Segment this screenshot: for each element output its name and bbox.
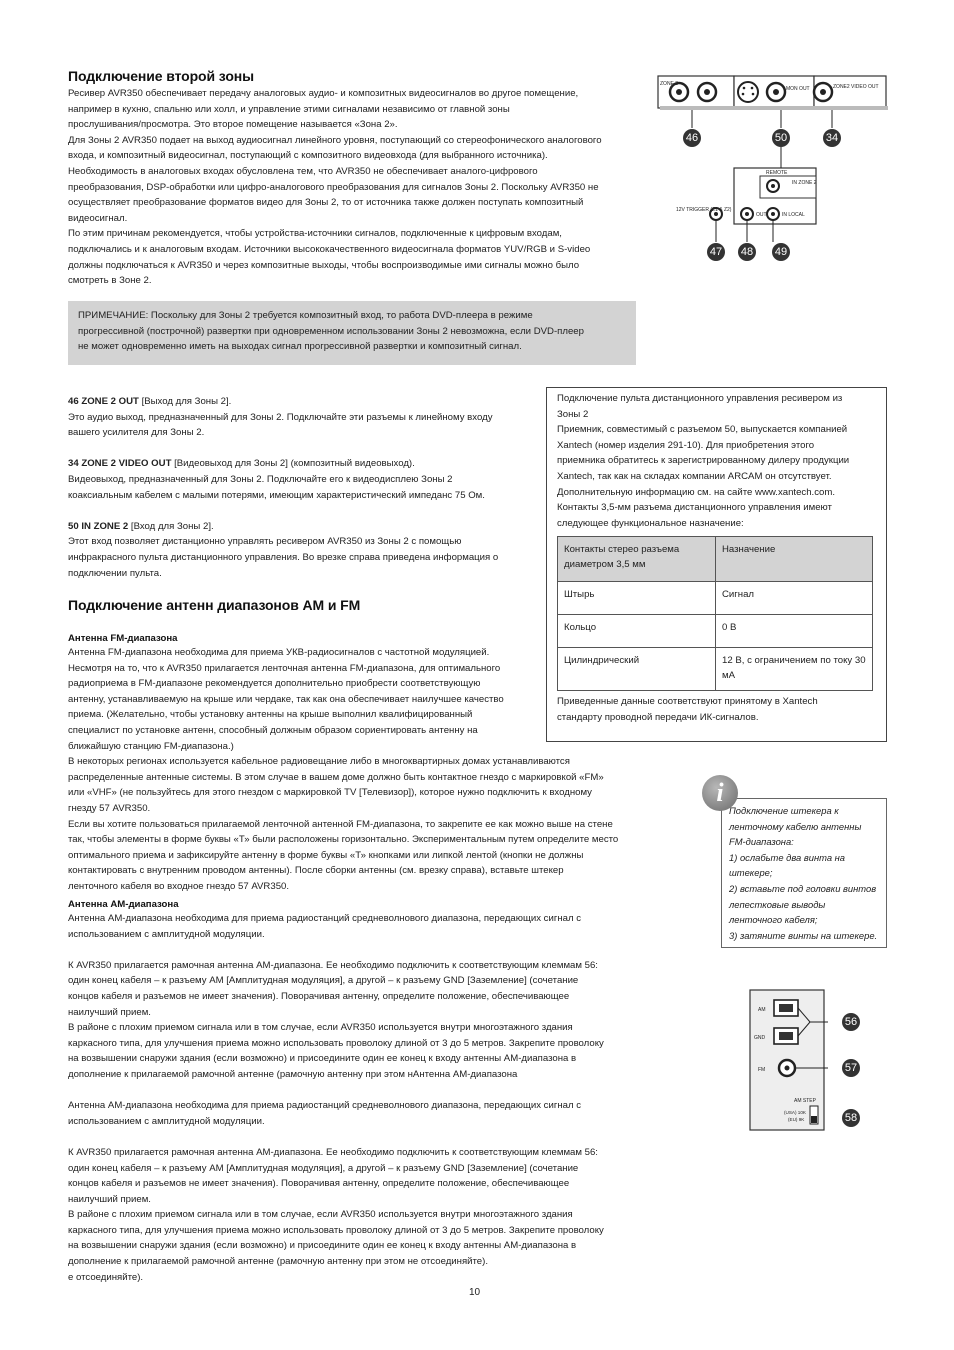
label-trigger: 12V TRIGGER (Z1 & Z2) [676, 207, 732, 213]
text-line: В районе с плохим приемом сигнала или в том случае, если AVR350 используется внутри многоэтажного здания [68, 1022, 573, 1034]
label-zone2: ZONE 2 [660, 81, 679, 87]
text-line: подключались и к аналоговым входам. Источники высококачественного видеосигнала форматов YUV/RGB и S-video [68, 243, 591, 255]
tip-line: штекере; [729, 867, 773, 879]
sidebox-line: приемника обратитесь к зарегистрированному дилеру продукции [557, 455, 850, 467]
tip-line: 1) ослабьте два винта на [729, 851, 846, 863]
item-line: коаксиальным кабелем с малыми потерями, имеющим характеристический импеданс 75 Ом. [68, 489, 485, 501]
text-line: Антенна FM-диапазона необходима для приема УКВ-радиосигналов с частотной модуляцией. [68, 647, 490, 658]
item-heading [68, 456, 498, 472]
text-line: специалист по установке антенн, способный должным образом сориентировать антенну на [68, 724, 478, 736]
sidebox-line: Приведенные данные соответствуют принятому в Xantech [557, 696, 818, 707]
note-line: не может одновременно иметь на выходах сигнал прогрессивной развертки и композитный сигнал. [78, 341, 522, 353]
label-mon-out: MON OUT [786, 86, 810, 92]
table-row [558, 615, 873, 648]
text-line: оптимального приема и зафиксируйте антенну в форме буквы «Т» кнопками или липкой лентой (кнопки не должны [68, 849, 584, 861]
text-line: Если вы хотите пользоваться прилагаемой ленточной антенной FM-диапазона, то закрепите ее как можно выше на стене [68, 818, 613, 830]
tip-line: Подключение штекера к [729, 805, 839, 816]
note-box [68, 301, 636, 365]
text-line [68, 942, 604, 958]
text-line: е отсоединяйте). [68, 1271, 144, 1283]
sidebox-line: Дополнительную информацию см. на сайте www.xantech.com. [557, 486, 836, 498]
label-gnd: GND [754, 1035, 766, 1041]
text-line: один конец кабеля – к разъему AM [Амплитудная модуляция], а другой – к разъему GND [Заземление] (сочетание [68, 1162, 579, 1174]
note-line: прогрессивной (построчной) развертки при одновременном использовании Зоны 2 невозможна, если DVD-плеер [78, 325, 584, 337]
tip-line: ленточного кабеля; [729, 914, 818, 926]
sidebox-text [557, 391, 849, 531]
text-line: осуществляет преобразование форматов видео для Зоны 2, то от источника также должен поступать композитный [68, 197, 584, 209]
text-line: использованием с амплитудной модуляции. [68, 928, 265, 940]
item-line: Это аудио выход, предназначенный для Зоны 2. Подключайте эти разъемы к линейному входу [68, 411, 493, 423]
section-title-zone2: Подключение второй зоны [68, 68, 254, 84]
text-line: приема. (Желательно, чтобы установку антенны на крыше выполнил квалифицированный [68, 709, 473, 721]
zone2-intro-text [68, 86, 602, 289]
text-line: концов кабеля и разъемов не имеет значения). Поворачивая антенну, определите положение, обеспечивающее [68, 1178, 570, 1190]
fm-text [68, 645, 618, 895]
text-line: наилучший прием. [68, 1193, 151, 1205]
fm-subtitle: Антенна FM-диапазона [68, 633, 178, 644]
item-block [68, 519, 498, 597]
callout-49: 49 [772, 243, 790, 261]
section-title-antenna: Подключение антенн диапазонов AM и FM [68, 597, 361, 613]
text-line: преобразования, DSP-обработки или цифро-аналогового преобразования для сигналов Зоны 2. Поскольку AVR350 не [68, 181, 599, 193]
text-line: должны подключаться к AVR350 и через композитные выходы, чтобы воспроизводимые ими сигналы можно было [68, 259, 580, 271]
tip-line: 2) вставьте под головки винтов [729, 882, 877, 894]
sidebox-line: Xantech, так как на складах компании ARCAM он отсутствует. [557, 470, 832, 482]
item-block [68, 394, 498, 456]
label-zone2-video-out: ZONE2 VIDEO OUT [833, 84, 879, 90]
callout-56: 56 [842, 1013, 860, 1031]
remote-sidebox [546, 387, 887, 742]
text-line: К AVR350 прилагается рамочная антенна AM-диапазона. Ее необходимо подключить к соответствующим клеммам 56: [68, 1146, 598, 1158]
table-header: Контакты стерео разъема диаметром 3,5 мм [558, 537, 716, 582]
text-line: Антенна AM-диапазона необходима для приема радиостанций средневолнового диапазона, передающих сигнал с [68, 913, 582, 924]
text-line: антенну, устанавливаемую на крыше или чердаке, так как она обеспечивает наилучшее качество [68, 693, 504, 705]
label-in-local: IN LOCAL [782, 212, 805, 218]
item-code: 50 IN ZONE 2 [68, 520, 129, 532]
text-line: наилучший прием. [68, 1006, 151, 1018]
callout-48: 48 [738, 243, 756, 261]
item-code: 46 ZONE 2 OUT [68, 396, 139, 407]
tip-box [721, 798, 887, 948]
text-line: По этим причинам рекомендуется, чтобы устройства-источники сигналов, подключенные к цифровым входам, [68, 228, 562, 240]
text-line: или «VHF» (не пользуйтесь для этого гнездом с маркировкой TV [Телевизор]), которое нужно подключить к входному [68, 787, 592, 799]
item-list [68, 394, 498, 597]
table-cell: 12 В, с ограничением по току 30 мА [716, 648, 873, 691]
table-row [558, 582, 873, 615]
item-line: инфракрасного пульта дистанционного управления. Во врезке справа приведена информация о [68, 551, 499, 563]
table-cell: Цилиндрический [558, 648, 716, 691]
callout-47: 47 [707, 243, 725, 261]
tip-text [729, 803, 877, 943]
sidebox-line: Зоны 2 [557, 408, 589, 420]
item-line: подключении пульта. [68, 567, 162, 579]
label-am-step: AM STEP [794, 1098, 816, 1104]
callout-50: 50 [772, 129, 790, 147]
table-cell: Штырь [558, 582, 716, 615]
item-heading [68, 519, 498, 535]
callout-57: 57 [842, 1059, 860, 1077]
tip-line: 3) затяните винты на штекере. [729, 929, 878, 941]
info-icon: i [702, 775, 738, 811]
tip-line: лепестковые выводы [729, 898, 826, 910]
sidebox-line: Xantech (номер изделия 291-10). Для приобретения этого [557, 439, 815, 451]
zone2-connector-diagram [650, 70, 890, 270]
item-code: 34 ZONE 2 VIDEO OUT [68, 458, 172, 470]
table-cell: 0 В [716, 615, 873, 648]
label-out: OUT [756, 212, 767, 218]
page-number: 10 [469, 1287, 481, 1298]
table-row [558, 648, 873, 691]
table-header: Назначение [716, 537, 873, 582]
sidebox-line: Подключение пульта дистанционного управления ресивером из [557, 393, 843, 404]
item-heading-rest: [Вход для Зоны 2]. [128, 520, 214, 532]
text-line: на возвышении снаружи здания (если возможно) и присоедините один ее конец к входу антенны AM-диапазона в [68, 1240, 577, 1252]
callout-34: 34 [823, 129, 841, 147]
text-line: концов кабеля и разъемов не имеет значения). Поворачивая антенну, определите положение, обеспечивающее [68, 990, 570, 1002]
note-text [78, 308, 584, 355]
am-subtitle: Антенна AM-диапазона [68, 899, 179, 910]
sidebox-line: следующее функциональное назначение: [557, 517, 744, 529]
item-line: Этот вход позволяет дистанционно управлять ресивером AVR350 из Зоны 2 с помощью [68, 536, 462, 548]
text-line: дополнение к прилагаемой рамочной антенне (рамочную антенну при этом нАнтенна AM-диапазона [68, 1068, 518, 1080]
text-line: ленточного кабеля во входное гнездо 57 AVR350. [68, 880, 290, 892]
label-fm: FM [758, 1067, 766, 1073]
label-in-zone2: IN ZONE 2 [792, 180, 817, 186]
text-line: В районе с плохим приемом сигнала или в том случае, если AVR350 используется внутри многоэтажного здания [68, 1209, 573, 1221]
text-line: каркасного типа, для улучшения приема можно использовать проволоку длиной от 3 до 5 метров. Закрепите проволоку [68, 1224, 604, 1236]
text-line [68, 1129, 604, 1145]
sidebox-footer [557, 694, 818, 725]
table-cell: Сигнал [716, 582, 873, 615]
text-line: так, чтобы элементы в форме буквы «Т» были расположены горизонтально. Экспериментальным путем определите место [68, 834, 619, 846]
text-line [68, 1083, 604, 1099]
item-heading [68, 394, 498, 410]
callout-46: 46 [683, 129, 701, 147]
text-line: прослушивания/просмотра. Это второе помещение называется «Зона 2». [68, 119, 398, 131]
text-line: Для Зоны 2 AVR350 подает на выход аудиосигнал линейного уровня, поступающий со стереофонического аналогового [68, 134, 602, 146]
am-text [68, 911, 604, 1285]
sidebox-line: Контакты 3,5-мм разъема дистанционного управления имеют [557, 502, 832, 514]
text-line: Необходимость в аналоговых входах обусловлена тем, что AVR350 не обеспечивает аналого-цифрового [68, 165, 538, 177]
text-line: Несмотря на то, что к AVR350 прилагается ленточная антенна FM-диапазона, для оптимального [68, 662, 501, 674]
text-line: распределенные антенные системы. В этом случае в вашем доме должно быть контактное гнездо с маркировкой «FM» [68, 771, 604, 783]
tip-line: FM-диапазона: [729, 836, 794, 848]
sidebox-line: стандарту проводной передачи ИК-сигналов. [557, 711, 759, 723]
text-line: например в кухню, спальню или холл, и управление этими сигналами независимо от главной зоны [68, 103, 510, 115]
text-line: видеосигнал. [68, 212, 128, 224]
text-line: каркасного типа, для улучшения приема можно использовать проволоку длиной от 3 до 5 метров. Закрепите проволоку [68, 1037, 604, 1049]
text-line: использованием с амплитудной модуляции. [68, 1115, 265, 1127]
text-line: Антенна AM-диапазона необходима для приема радиостанций средневолнового диапазона, передающих сигнал с [68, 1100, 582, 1112]
item-line: вашего усилителя для Зоны 2. [68, 427, 205, 439]
sidebox-line: Приемник, совместимый с разъемом 50, выпускается компанией [557, 424, 848, 436]
item-heading-rest: [Видеовыход для Зоны 2] (композитный видеовыход). [171, 458, 415, 470]
table-cell: Кольцо [558, 615, 716, 648]
callout-58: 58 [842, 1109, 860, 1127]
item-line: Видеовыход, предназначенный для Зоны 2. Подключайте его к видеодисплею Зоны 2 [68, 473, 453, 485]
text-line: дополнение к прилагаемой рамочной антенне (рамочную антенну при этом не отсоединяйте). [68, 1256, 488, 1268]
text-line: контактировать с внутренним проводом антенны). После сборки антенны (см. врезку справа), вставьте штекер [68, 865, 564, 877]
text-line: К AVR350 прилагается рамочная антенна AM-диапазона. Ее необходимо подключить к соответствующим клеммам 56: [68, 959, 598, 971]
tip-line: ленточному кабелю антенны [729, 820, 862, 832]
text-line: ближайшую станцию FM-диапазона.) [68, 740, 234, 752]
text-line: В некоторых регионах используется кабельное радиовещание либо в многоквартирных домах устанавливаются [68, 756, 570, 768]
label-am: AM [758, 1007, 766, 1013]
text-line: смотреть в Зоне 2. [68, 275, 152, 287]
label-remote: REMOTE [766, 170, 788, 176]
label-eu: (EU) 9K [788, 1117, 805, 1122]
table-header-row [558, 537, 873, 582]
text-line: радиоприема в FM-диапазоне рекомендуется дополнительно приобрести соответствующую [68, 678, 481, 690]
text-line: на возвышении снаружи здания (если возможно) и присоедините один ее конец к входу антенны AM-диапазона в [68, 1053, 577, 1065]
text-line: гнезду 57 AVR350. [68, 802, 151, 814]
note-line: ПРИМЕЧАНИЕ: Поскольку для Зоны 2 требуется композитный вход, то работа DVD-плеера в режиме [78, 310, 533, 321]
text-line: Ресивер AVR350 обеспечивает передачу аналоговых аудио- и композитных видеосигналов во другое помещение, [68, 88, 579, 99]
item-heading-rest: [Выход для Зоны 2]. [138, 396, 232, 407]
antenna-connector-diagram [748, 988, 828, 1134]
contacts-table [557, 536, 873, 691]
text-line: входа, и композитный видеосигнал, поступающий с композитного видеовхода (для выбранного источника). [68, 150, 548, 162]
item-block [68, 456, 498, 518]
text-line: один конец кабеля – к разъему AM [Амплитудная модуляция], а другой – к разъему GND [Заземление] (сочетание [68, 975, 579, 987]
label-usa: (USA) 10K [784, 1110, 806, 1115]
